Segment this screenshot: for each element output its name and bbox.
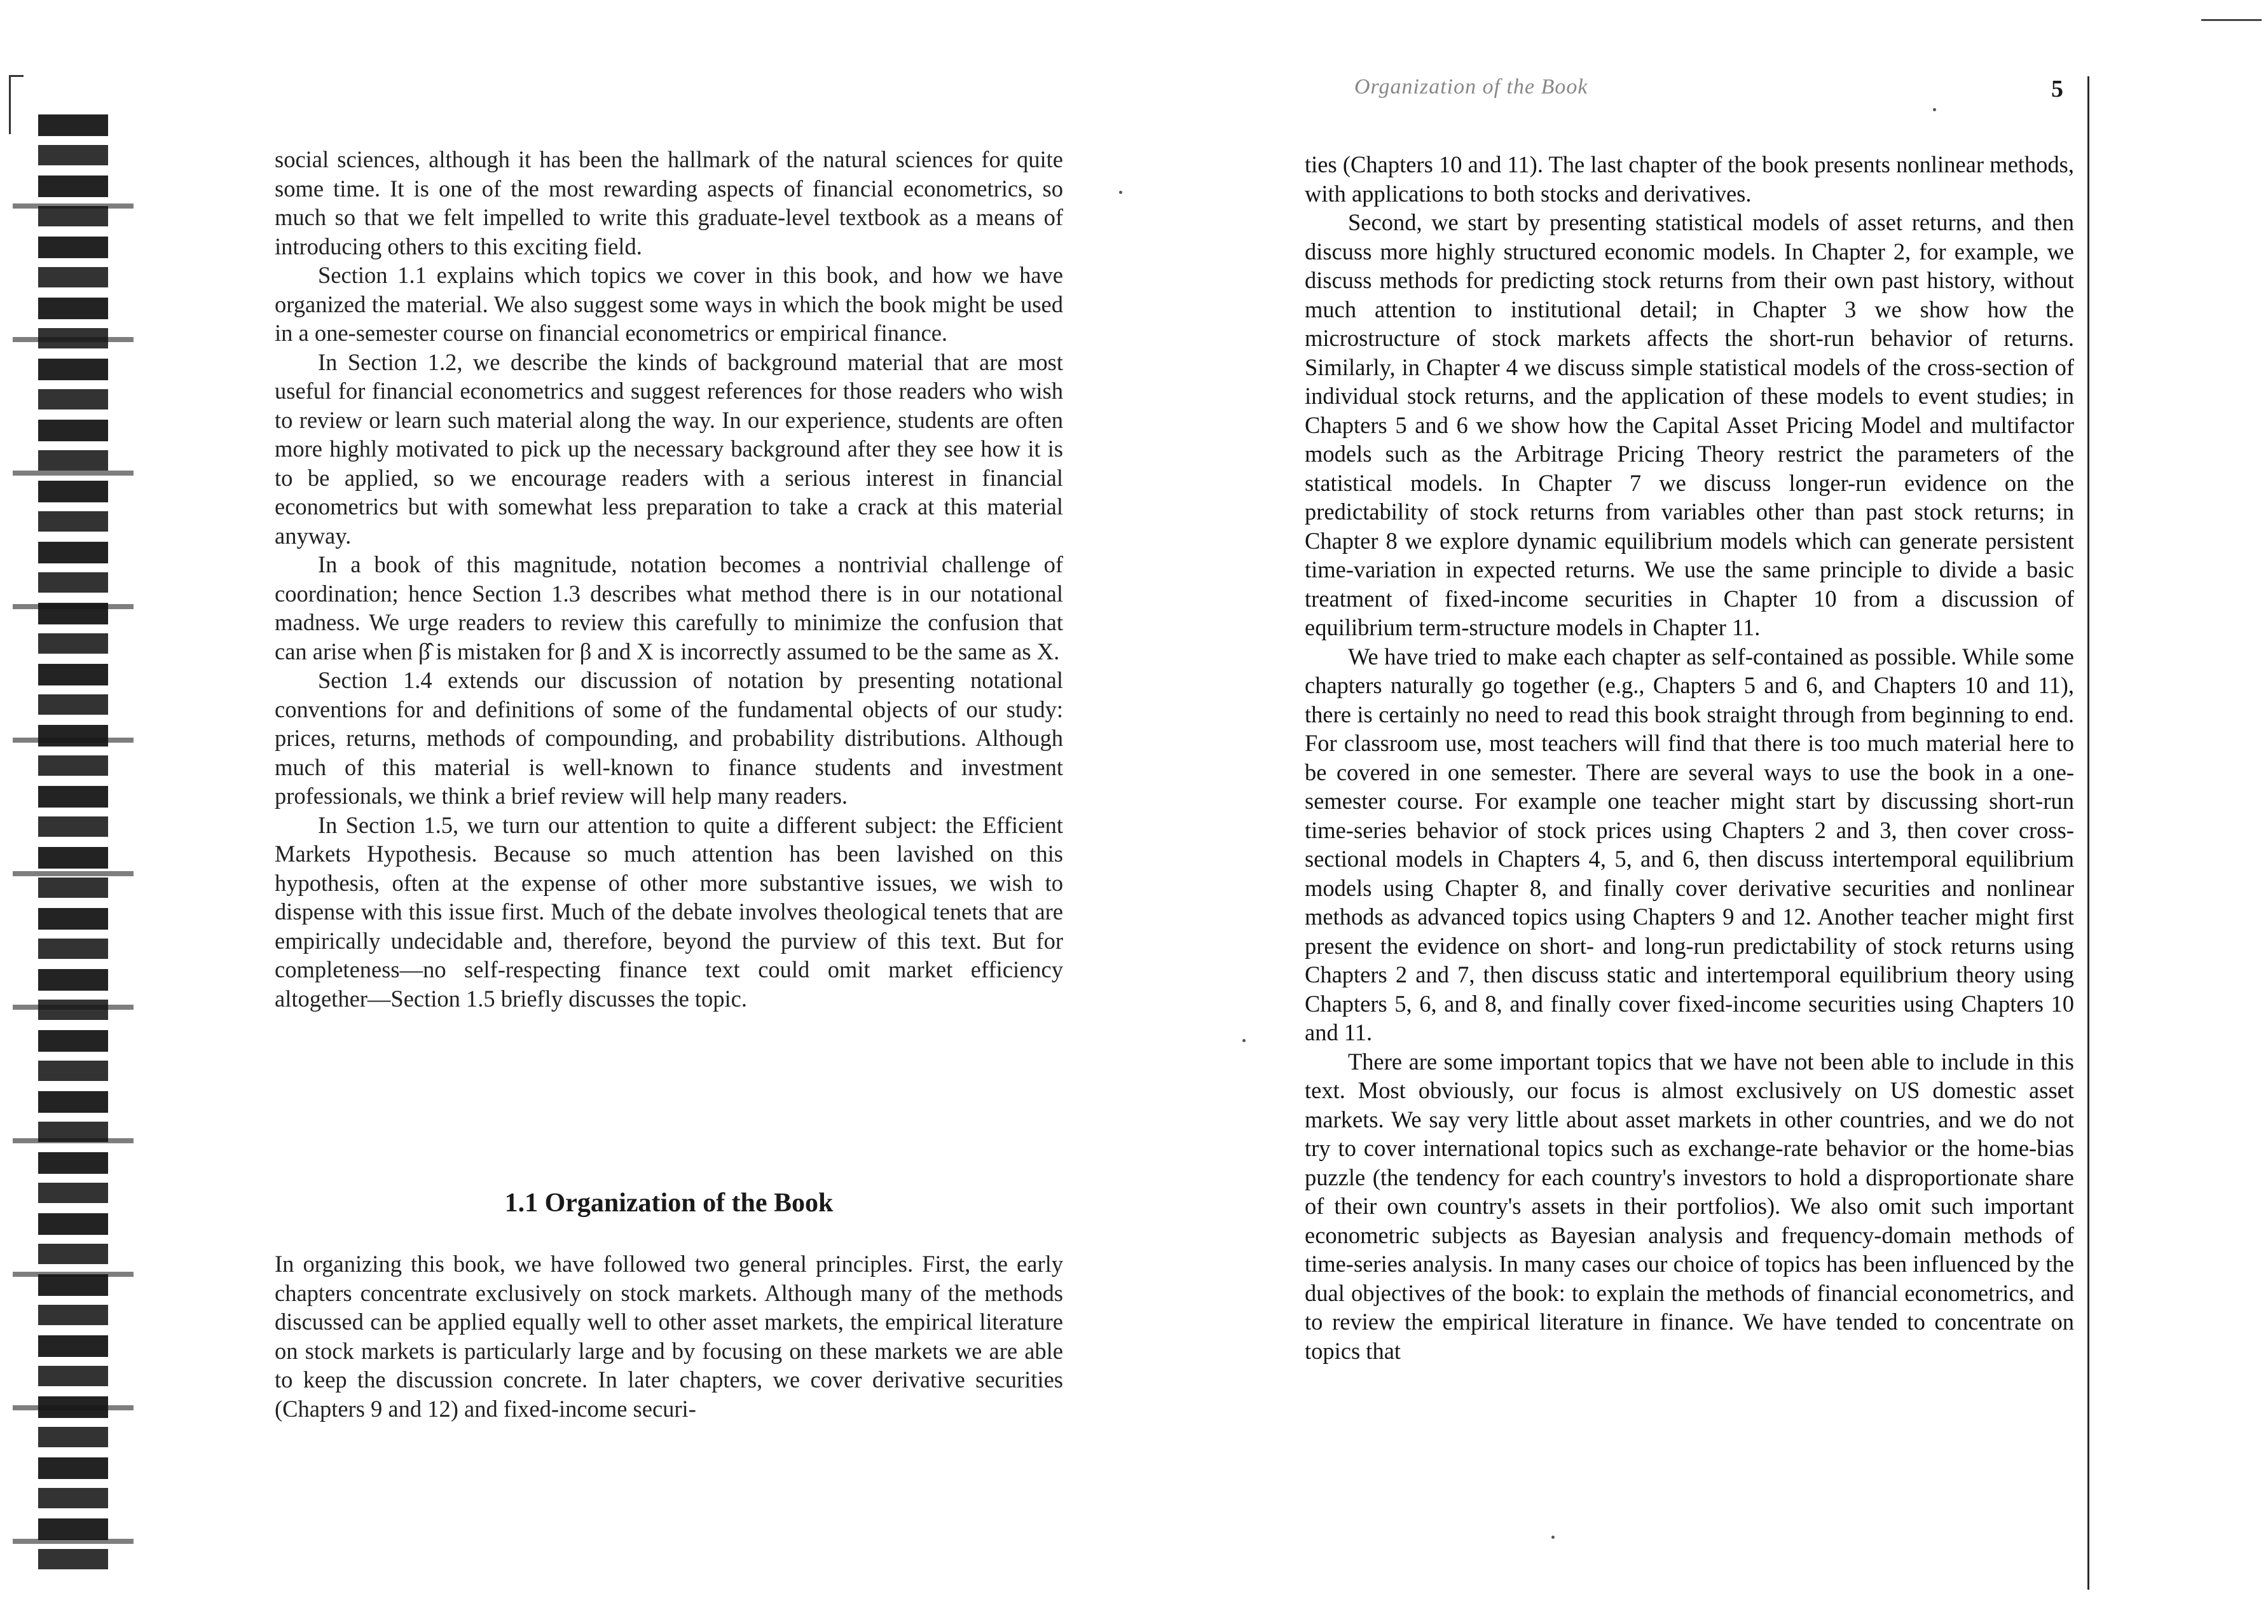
scan-speck — [1242, 1039, 1246, 1042]
running-head: Organization of the Book — [1354, 75, 1588, 99]
scan-speck — [1551, 1536, 1555, 1539]
paragraph: In Section 1.2, we describe the kinds of background material that are most useful for financial econometrics and suggest references for those readers who wish to review or learn such material along the way. In our experience, students are often more highly motivated to pick up the necessary background after they see how it is to be applied, so we encourage readers with a serious interest in financial econometrics but with somewhat less preparation to take a crack at this material anyway. — [275, 348, 1063, 549]
scan-speck — [1933, 108, 1936, 111]
paragraph: In organizing this book, we have followed two general principles. First, the early chapters concentrate exclusively on stock markets. Although many of the methods discussed can be applied equally well to other asset markets, the empirical literature on stock markets is particularly large and by focusing on these markets we are able to keep the discussion concrete. In later chapters, we cover derivative securities (Chapters 9 and 12) and fixed-income securi- — [275, 1251, 1063, 1422]
left-column-intro — [275, 145, 1063, 1013]
scan-margin-rule — [2087, 76, 2089, 1590]
paragraph: In Section 1.5, we turn our attention to quite a different subject: the Efficient Markets Hypothesis. Because so much attention has been lavished on this hypothesis, often at the expense of other more substantive issues, we wish to dispense with this issue first. Much of the debate involves theological tenets that are empirically undecidable and, therefore, beyond the purview of this text. But for completeness—no self-respecting finance text could omit market efficiency altogether—Section 1.5 briefly discusses the topic. — [275, 811, 1063, 1012]
scanned-binding-edge — [38, 114, 108, 1571]
right-column — [1305, 150, 2074, 1365]
paragraph: Section 1.1 explains which topics we cover in this book, and how we have organized the material. We also suggest some ways in which the book might be used in a one-semester course on financial econometrics or empirical finance. — [275, 262, 1063, 346]
scan-speck — [1119, 191, 1122, 194]
left-column-section — [275, 1249, 1063, 1423]
scan-top-rule — [2201, 19, 2262, 21]
section-heading: 1.1 Organization of the Book — [504, 1188, 834, 1218]
paragraph: There are some important topics that we have not been able to include in this text. Most obviously, our focus is almost exclusively on US domestic asset markets. We say very little about asset markets in other countries, and we do not try to cover international topics such as exchange-rate behavior or the home-bias puzzle (the tendency for each country's investors to hold a disproportionate share of their own country's assets in their portfolios). We also omit such important econometric subjects as Bayesian analysis and frequency-domain methods of time-series analysis. In many cases our choice of topics has been influenced by the dual objectives of the book: to explain the methods of financial econometrics, and to review the empirical literature in finance. We have tended to concentrate on topics that — [1305, 1048, 2074, 1364]
paragraph: In a book of this magnitude, notation becomes a nontrivial challenge of coordination; hence Section 1.3 describes what method there is in our notational madness. We urge readers to review this carefully to minimize the confusion that can arise when β̂ is mistaken for β and X is incorrectly assumed to be the same as X. — [275, 551, 1063, 664]
paragraph: ties (Chapters 10 and 11). The last chapter of the book presents nonlinear methods, with applications to both stocks and derivatives. — [1305, 151, 2074, 207]
scan-corner-mark — [9, 75, 24, 134]
page-number: 5 — [2051, 76, 2063, 102]
paragraph: social sciences, although it has been the hallmark of the natural sciences for quite some time. It is one of the most rewarding aspects of financial econometrics, so much so that we felt impelled to write this graduate-level textbook as a means of introducing others to this exciting field. — [275, 146, 1063, 259]
paragraph: Section 1.4 extends our discussion of notation by presenting notational conventions for and definitions of some of the fundamental objects of our study: prices, returns, methods of compounding, and probability distributions. Although much of this material is well-known to finance students and investment professionals, we think a brief review will help many readers. — [275, 667, 1063, 809]
paragraph: We have tried to make each chapter as self-contained as possible. While some chapters naturally go together (e.g., Chapters 5 and 6, and Chapters 10 and 11), there is certainly no need to read this book straight through from beginning to end. For classroom use, most teachers will find that there is too much material here to be covered in one semester. There are several ways to use the book in a one-semester course. For example one teacher might start by discussing short-run time-series behavior of stock prices using Chapters 2 and 3, then cover cross-sectional models in Chapters 4, 5, and 6, then discuss intertemporal equilibrium models using Chapter 8, and finally cover derivative securities and nonlinear methods as advanced topics using Chapters 9 and 12. Another teacher might first present the evidence on short- and long-run predictability of stock returns using Chapters 2 and 7, then discuss static and intertemporal equilibrium theory using Chapters 5, 6, and 8, and finally cover fixed-income securities using Chapters 10 and 11. — [1305, 643, 2074, 1045]
paragraph: Second, we start by presenting statistical models of asset returns, and then discuss more highly structured economic models. In Chapter 2, for example, we discuss methods for predicting stock returns from their own past history, without much attention to institutional detail; in Chapter 3 we show how the microstructure of stock markets affects the short-run behavior of returns. Similarly, in Chapter 4 we discuss simple statistical models of the cross-section of individual stock returns, and the application of these models to event studies; in Chapters 5 and 6 we show how the Capital Asset Pricing Model and multifactor models such as the Arbitrage Pricing Theory restrict the parameters of the statistical models. In Chapter 7 we discuss longer-run evidence on the predictability of stock returns from variables other than past stock returns; in Chapter 8 we explore dynamic equilibrium models which can generate persistent time-variation in expected returns. We use the same principle to divide a basic treatment of fixed-income securities in Chapter 10 from a discussion of equilibrium term-structure models in Chapter 11. — [1305, 209, 2074, 640]
